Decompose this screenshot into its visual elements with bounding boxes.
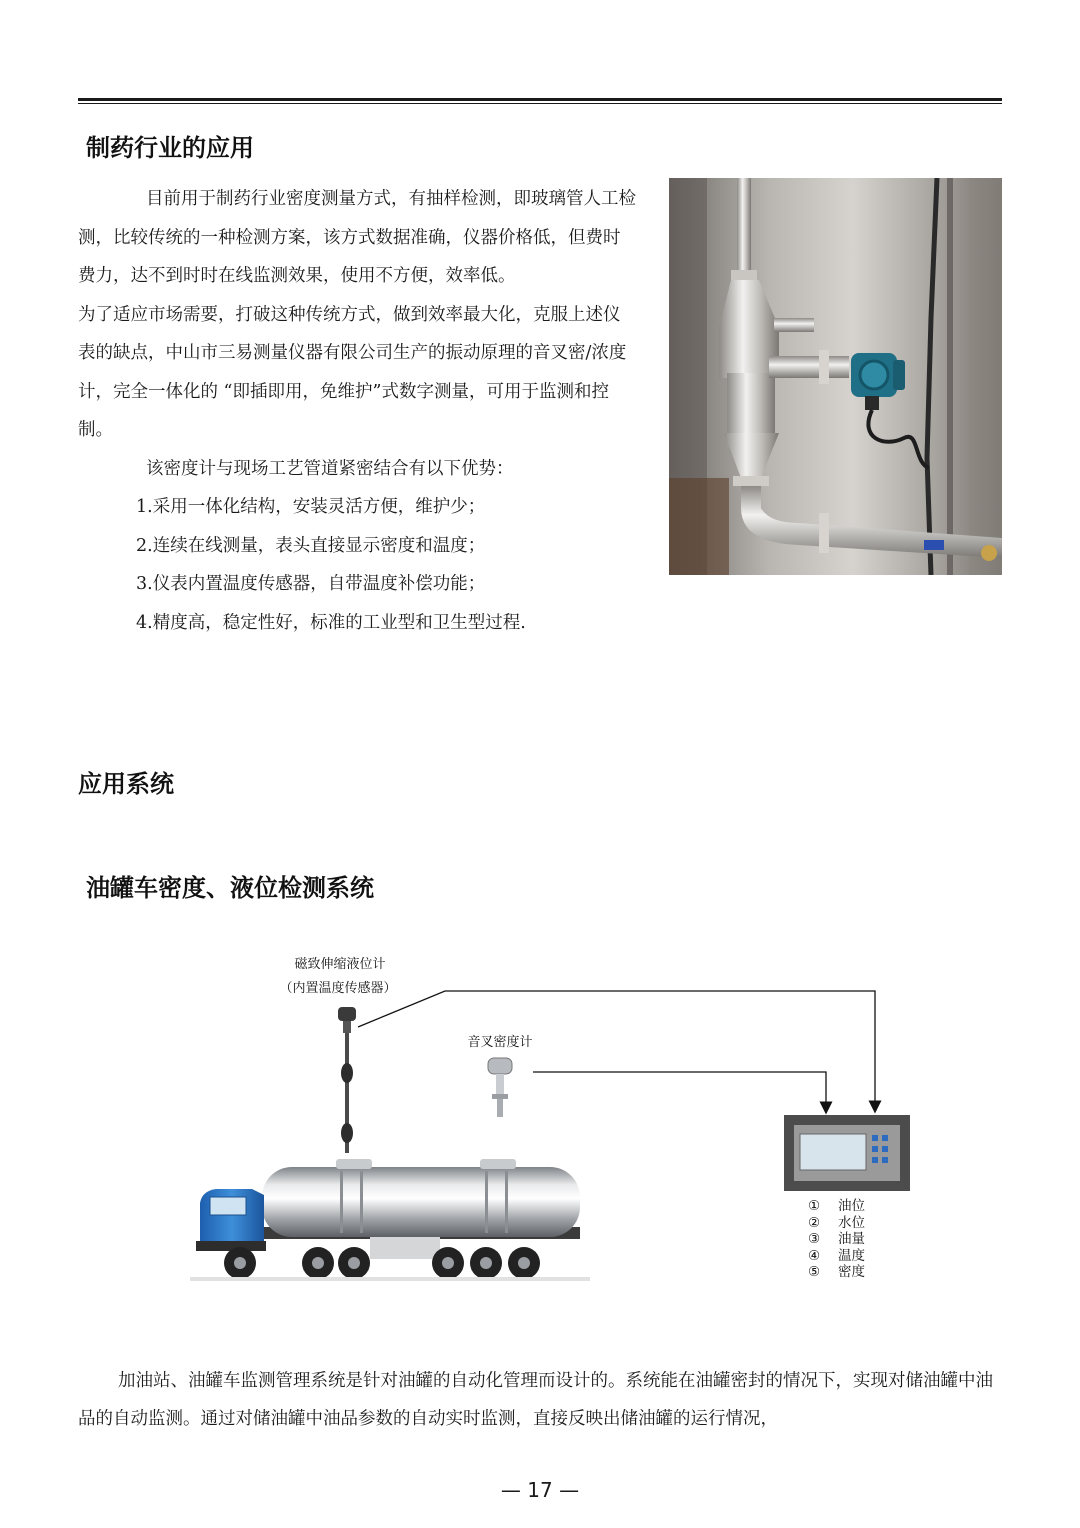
paragraph-3: 该密度计与现场工艺管道紧密结合有以下优势：: [146, 458, 514, 479]
paragraph-2: 为了适应市场需要，打破这种传统方式，做到效率最大化，克服上述仪表的缺点，中山市三易测量仪器有限公司生产的振动原理的音叉密/浓度计，完全一体化的 “即插即用，免维护”式数字测量，可用于监测和控制。: [78, 304, 627, 440]
legend-item: ② 水位: [808, 1214, 865, 1231]
tanker-truck-icon: [190, 1159, 590, 1281]
advantage-item: 2.连续在线测量，表头直接显示密度和温度；: [136, 535, 486, 556]
density-meter-label: 音叉密度计: [467, 1035, 533, 1050]
advantage-item: 4.精度高，稳定性好，标准的工业型和卫生型过程.: [136, 612, 526, 633]
header-rule-thick: [78, 98, 1002, 101]
section-title: 制药行业的应用: [86, 134, 254, 162]
display-legend: [808, 1198, 865, 1281]
legend-item: ⑤ 密度: [808, 1264, 865, 1280]
pharma-body-text: [78, 180, 636, 642]
page-number: — 17 —: [500, 1478, 580, 1502]
level-meter-label: 磁致伸缩液位计: [294, 957, 386, 972]
paragraph-1: 目前用于制药行业密度测量方式，有抽样检测，即玻璃管人工检测，比较传统的一种检测方案，该方式数据准确，仪器价格低，但费时费力，达不到时时在线监测效果，使用不方便，效率低。: [78, 189, 636, 286]
legend-item: ③ 油量: [808, 1231, 865, 1247]
header-rule-thin: [78, 103, 1002, 104]
bottom-body-text: [78, 1362, 1002, 1438]
application-title: 应用系统: [78, 770, 174, 798]
legend-item: ④ 温度: [808, 1247, 865, 1264]
density-meter-icon: [488, 1058, 512, 1117]
advantage-item: 1.采用一体化结构，安装灵活方便，维护少；: [136, 497, 486, 517]
level-gauge-icon: [338, 1007, 356, 1153]
system-title: 油罐车密度、液位检测系统: [86, 874, 374, 902]
bottom-paragraph: 加油站、油罐车监测管理系统是针对油罐的自动化管理而设计的。系统能在油罐密封的情况下，实现对储油罐中油品的自动监测。通过对储油罐中油品参数的自动实时监测，直接反映出储油罐的运行情况，: [78, 1371, 993, 1429]
display-panel-icon: [784, 1115, 910, 1191]
advantage-item: 3.仪表内置温度传感器，自带温度补偿功能；: [136, 574, 486, 594]
installation-photo: [669, 178, 1002, 575]
legend-item: ① 油位: [808, 1198, 865, 1214]
level-meter-sub-label: （内置温度传感器）: [279, 981, 397, 996]
